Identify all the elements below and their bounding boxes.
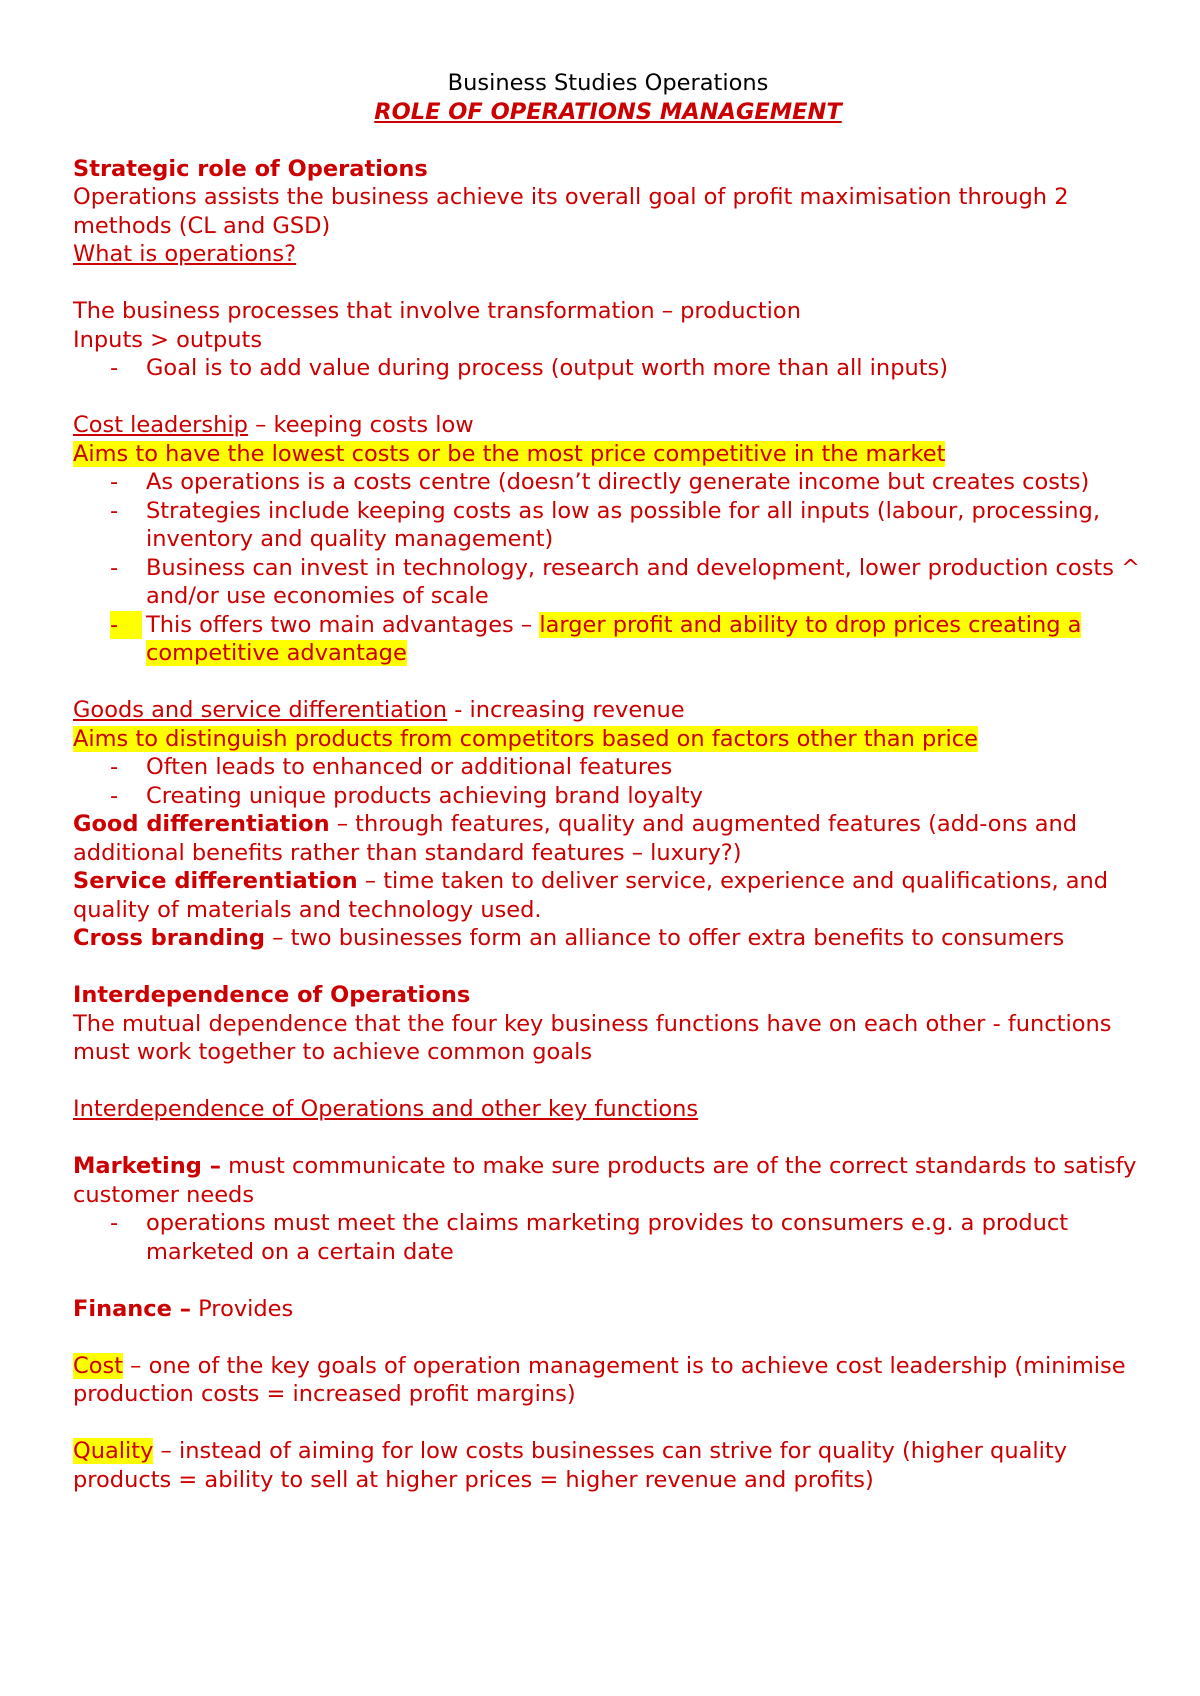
list-item: - Goal is to add value during process (output worth more than all inputs)	[146, 354, 1143, 383]
good-differentiation-text: – through features, quality and augmented features (add-ons and additional benefits rather than standard features – luxury?)	[73, 811, 1078, 866]
cost-leadership-label: Cost leadership	[73, 412, 248, 438]
list-item: - Business can invest in technology, research and development, lower production costs ^ and/or use economies of scale	[146, 554, 1143, 611]
spacer	[73, 668, 1143, 697]
spacer	[73, 953, 1143, 982]
marketing-term: Marketing –	[73, 1153, 221, 1179]
list-item: - operations must meet the claims marketing provides to consumers e.g. a product marketed on a certain date	[146, 1209, 1143, 1266]
quality-line	[73, 1437, 1143, 1494]
spacer	[73, 1323, 1143, 1352]
advantages-prefix: This offers two main advantages –	[146, 611, 540, 638]
differentiation-list	[73, 753, 1143, 810]
cost-leadership-list	[73, 468, 1143, 668]
service-differentiation	[73, 867, 1143, 924]
service-differentiation-text: – time taken to deliver service, experience and qualifications, and quality of materials and technology used.	[73, 868, 1109, 923]
spacer	[73, 1124, 1143, 1153]
document-page	[73, 69, 1143, 1494]
goal-list	[73, 354, 1143, 383]
cost-text: – one of the key goals of operation management is to achieve cost leadership (minimise production costs = increased profit margins)	[73, 1352, 1126, 1407]
list-item: - Often leads to enhanced or additional features	[146, 753, 1143, 782]
marketing-text: must communicate to make sure products are of the correct standards to satisfy customer needs	[73, 1153, 1137, 1208]
cost-leadership-aim-line	[73, 440, 1143, 469]
cross-branding-text: – two businesses form an alliance to offer extra benefits to consumers	[265, 925, 1065, 951]
service-differentiation-term: Service differentiation	[73, 868, 358, 894]
good-differentiation	[73, 810, 1143, 867]
cost-leadership-line	[73, 411, 1143, 440]
processes-line: The business processes that involve transformation – production	[73, 298, 801, 324]
list-item	[146, 611, 1143, 668]
cost-leadership-aim: Aims to have the lowest costs or be the most price competitive in the market	[73, 440, 946, 467]
spacer	[73, 269, 1143, 298]
marketing-list	[73, 1209, 1143, 1266]
differentiation-aim: Aims to distinguish products from competitors based on factors other than price	[73, 725, 978, 752]
differentiation-aim-line	[73, 725, 1143, 754]
spacer	[73, 126, 1143, 155]
spacer	[73, 383, 1143, 412]
strategic-intro: Operations assists the business achieve its overall goal of profit maximisation through 2 methods (CL and GSD)	[73, 184, 1069, 239]
good-differentiation-term: Good differentiation	[73, 811, 330, 837]
finance-line	[73, 1295, 1143, 1324]
spacer	[73, 1266, 1143, 1295]
list-item: - Strategies include keeping costs as low as possible for all inputs (labour, processing, inventory and quality management)	[146, 497, 1143, 554]
cost-term: Cost	[73, 1352, 124, 1379]
cross-branding-term: Cross branding	[73, 925, 266, 951]
cost-line	[73, 1352, 1143, 1409]
quality-term: Quality	[73, 1438, 154, 1464]
inputs-line: Inputs > outputs	[73, 326, 263, 353]
what-is-operations: What is operations?	[73, 241, 297, 267]
list-item: - As operations is a costs centre (doesn’t directly generate income but creates costs)	[146, 468, 1143, 497]
document-title: Business Studies Operations	[447, 70, 769, 96]
finance-term: Finance –	[73, 1295, 191, 1322]
section-title: ROLE OF OPERATIONS MANAGEMENT	[374, 98, 842, 125]
interdependence-subheading: Interdependence of Operations and other key functions	[73, 1096, 699, 1122]
marketing-line	[73, 1152, 1143, 1209]
strategic-heading: Strategic role of Operations	[73, 155, 428, 182]
interdependence-heading: Interdependence of Operations	[73, 982, 471, 1008]
interdependence-definition: The mutual dependence that the four key business functions have on each other - functions must work together to achieve common goals	[73, 1010, 1112, 1065]
differentiation-label: Goods and service differentiation	[73, 697, 448, 723]
finance-text: Provides	[190, 1295, 294, 1322]
differentiation-suffix: - increasing revenue	[447, 697, 685, 723]
cost-leadership-suffix: – keeping costs low	[247, 412, 474, 438]
differentiation-line	[73, 696, 1143, 725]
spacer	[73, 1067, 1143, 1096]
advantages-highlight: larger profit and ability to drop prices creating a competitive advantage	[146, 611, 1082, 666]
list-item: - Creating unique products achieving brand loyalty	[146, 782, 1143, 811]
spacer	[73, 1409, 1143, 1438]
quality-text: – instead of aiming for low costs businesses can strive for quality (higher quality products = ability to sell at higher prices = higher revenue and profits)	[73, 1438, 1068, 1493]
cross-branding	[73, 924, 1143, 953]
